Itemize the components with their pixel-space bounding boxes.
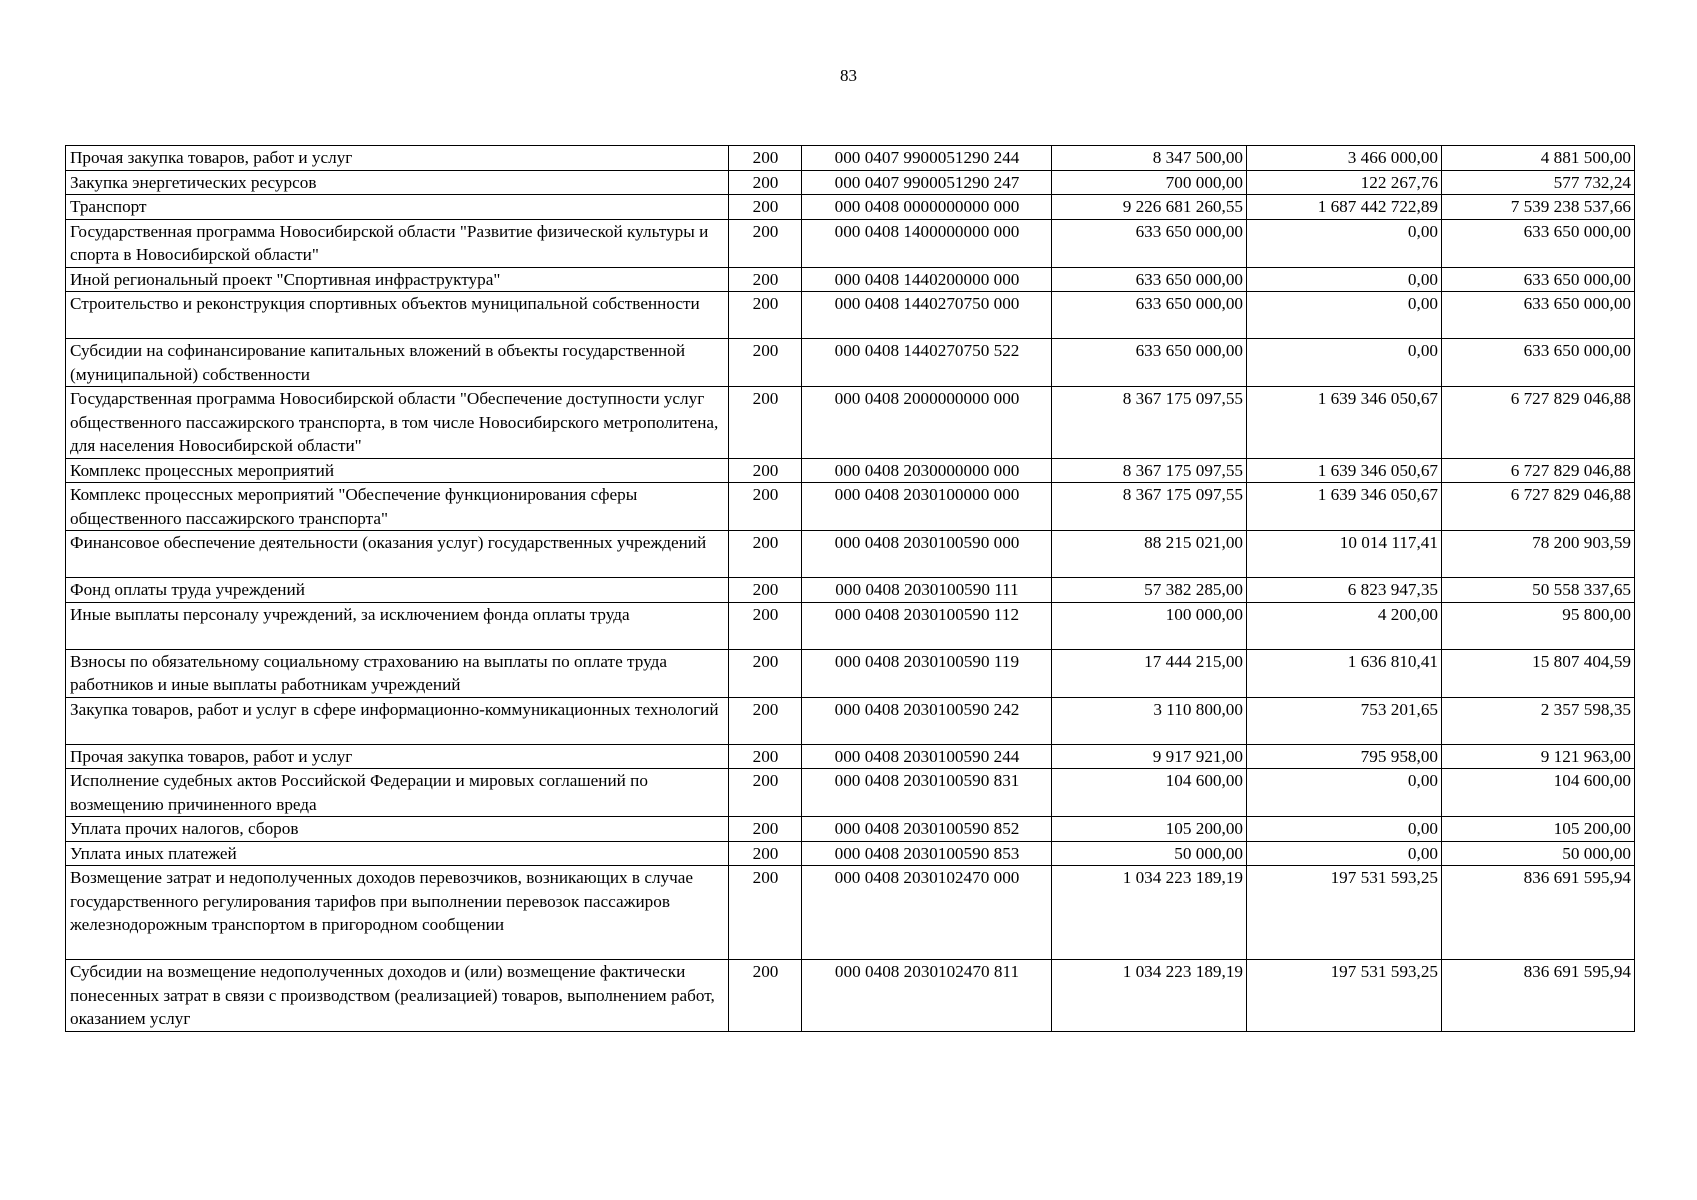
row-name-cell: Финансовое обеспечение деятельности (оказания услуг) государственных учреждений bbox=[66, 531, 729, 578]
row-budget-code-cell: 000 0408 1440270750 522 bbox=[802, 339, 1052, 387]
table-row bbox=[66, 602, 1635, 649]
row-approved-amount-cell: 633 650 000,00 bbox=[1052, 267, 1247, 292]
row-executed-amount-cell: 795 958,00 bbox=[1247, 744, 1442, 769]
row-unexecuted-amount-cell: 633 650 000,00 bbox=[1442, 219, 1635, 267]
row-executed-amount-cell: 0,00 bbox=[1247, 267, 1442, 292]
table-row bbox=[66, 219, 1635, 267]
row-budget-code-cell: 000 0408 2030100590 244 bbox=[802, 744, 1052, 769]
row-admin-code-cell: 200 bbox=[729, 817, 802, 842]
row-budget-code-cell: 000 0408 2030102470 000 bbox=[802, 866, 1052, 960]
row-name-cell: Взносы по обязательному социальному страхованию на выплаты по оплате труда работников и иные выплаты работникам учреждений bbox=[66, 649, 729, 697]
row-executed-amount-cell: 0,00 bbox=[1247, 769, 1442, 817]
row-approved-amount-cell: 700 000,00 bbox=[1052, 170, 1247, 195]
table-row bbox=[66, 458, 1635, 483]
row-budget-code-cell: 000 0408 2030100590 119 bbox=[802, 649, 1052, 697]
table-row bbox=[66, 769, 1635, 817]
row-unexecuted-amount-cell: 104 600,00 bbox=[1442, 769, 1635, 817]
row-unexecuted-amount-cell: 105 200,00 bbox=[1442, 817, 1635, 842]
row-unexecuted-amount-cell: 6 727 829 046,88 bbox=[1442, 458, 1635, 483]
row-budget-code-cell: 000 0408 2030102470 811 bbox=[802, 960, 1052, 1032]
row-budget-code-cell: 000 0408 1440270750 000 bbox=[802, 292, 1052, 339]
row-approved-amount-cell: 8 367 175 097,55 bbox=[1052, 458, 1247, 483]
row-name-cell: Комплекс процессных мероприятий bbox=[66, 458, 729, 483]
row-unexecuted-amount-cell: 836 691 595,94 bbox=[1442, 960, 1635, 1032]
row-approved-amount-cell: 1 034 223 189,19 bbox=[1052, 866, 1247, 960]
table-row bbox=[66, 817, 1635, 842]
row-budget-code-cell: 000 0408 2030100590 831 bbox=[802, 769, 1052, 817]
row-approved-amount-cell: 633 650 000,00 bbox=[1052, 339, 1247, 387]
row-unexecuted-amount-cell: 7 539 238 537,66 bbox=[1442, 195, 1635, 220]
row-unexecuted-amount-cell: 6 727 829 046,88 bbox=[1442, 483, 1635, 531]
table-row bbox=[66, 960, 1635, 1032]
row-name-cell: Уплата иных платежей bbox=[66, 841, 729, 866]
row-unexecuted-amount-cell: 577 732,24 bbox=[1442, 170, 1635, 195]
table-row bbox=[66, 483, 1635, 531]
row-admin-code-cell: 200 bbox=[729, 146, 802, 171]
row-executed-amount-cell: 0,00 bbox=[1247, 817, 1442, 842]
row-name-cell: Возмещение затрат и недополученных доходов перевозчиков, возникающих в случае государственного регулирования тарифов при выполнении перевозок пассажиров железнодорожным транспортом в пригородном сообщении bbox=[66, 866, 729, 960]
row-approved-amount-cell: 100 000,00 bbox=[1052, 602, 1247, 649]
row-name-cell: Государственная программа Новосибирской области "Развитие физической культуры и спорта в Новосибирской области" bbox=[66, 219, 729, 267]
row-executed-amount-cell: 1 639 346 050,67 bbox=[1247, 458, 1442, 483]
row-executed-amount-cell: 10 014 117,41 bbox=[1247, 531, 1442, 578]
row-budget-code-cell: 000 0408 2030100590 000 bbox=[802, 531, 1052, 578]
row-name-cell: Иные выплаты персоналу учреждений, за исключением фонда оплаты труда bbox=[66, 602, 729, 649]
row-approved-amount-cell: 88 215 021,00 bbox=[1052, 531, 1247, 578]
row-admin-code-cell: 200 bbox=[729, 866, 802, 960]
page-number: 83 bbox=[840, 66, 857, 85]
row-admin-code-cell: 200 bbox=[729, 602, 802, 649]
row-approved-amount-cell: 9 226 681 260,55 bbox=[1052, 195, 1247, 220]
row-admin-code-cell: 200 bbox=[729, 387, 802, 459]
row-executed-amount-cell: 1 687 442 722,89 bbox=[1247, 195, 1442, 220]
row-executed-amount-cell: 122 267,76 bbox=[1247, 170, 1442, 195]
row-budget-code-cell: 000 0407 9900051290 247 bbox=[802, 170, 1052, 195]
row-executed-amount-cell: 0,00 bbox=[1247, 339, 1442, 387]
budget-table bbox=[65, 145, 1635, 1032]
table-row bbox=[66, 841, 1635, 866]
row-approved-amount-cell: 8 347 500,00 bbox=[1052, 146, 1247, 171]
row-executed-amount-cell: 3 466 000,00 bbox=[1247, 146, 1442, 171]
row-approved-amount-cell: 633 650 000,00 bbox=[1052, 292, 1247, 339]
row-executed-amount-cell: 1 639 346 050,67 bbox=[1247, 387, 1442, 459]
row-budget-code-cell: 000 0408 2030100590 112 bbox=[802, 602, 1052, 649]
row-admin-code-cell: 200 bbox=[729, 960, 802, 1032]
row-budget-code-cell: 000 0408 2030100590 111 bbox=[802, 578, 1052, 603]
row-executed-amount-cell: 1 636 810,41 bbox=[1247, 649, 1442, 697]
row-approved-amount-cell: 17 444 215,00 bbox=[1052, 649, 1247, 697]
budget-table-body bbox=[66, 146, 1635, 1032]
row-approved-amount-cell: 9 917 921,00 bbox=[1052, 744, 1247, 769]
table-row bbox=[66, 267, 1635, 292]
row-budget-code-cell: 000 0408 1440200000 000 bbox=[802, 267, 1052, 292]
row-admin-code-cell: 200 bbox=[729, 195, 802, 220]
row-executed-amount-cell: 0,00 bbox=[1247, 841, 1442, 866]
row-unexecuted-amount-cell: 836 691 595,94 bbox=[1442, 866, 1635, 960]
row-executed-amount-cell: 4 200,00 bbox=[1247, 602, 1442, 649]
row-admin-code-cell: 200 bbox=[729, 458, 802, 483]
row-admin-code-cell: 200 bbox=[729, 578, 802, 603]
row-unexecuted-amount-cell: 95 800,00 bbox=[1442, 602, 1635, 649]
table-row bbox=[66, 170, 1635, 195]
table-row bbox=[66, 531, 1635, 578]
row-budget-code-cell: 000 0408 0000000000 000 bbox=[802, 195, 1052, 220]
row-unexecuted-amount-cell: 633 650 000,00 bbox=[1442, 339, 1635, 387]
row-approved-amount-cell: 8 367 175 097,55 bbox=[1052, 387, 1247, 459]
row-unexecuted-amount-cell: 50 000,00 bbox=[1442, 841, 1635, 866]
table-row bbox=[66, 146, 1635, 171]
row-name-cell: Транспорт bbox=[66, 195, 729, 220]
row-executed-amount-cell: 197 531 593,25 bbox=[1247, 866, 1442, 960]
row-unexecuted-amount-cell: 15 807 404,59 bbox=[1442, 649, 1635, 697]
row-name-cell: Фонд оплаты труда учреждений bbox=[66, 578, 729, 603]
row-budget-code-cell: 000 0408 2030100590 852 bbox=[802, 817, 1052, 842]
row-unexecuted-amount-cell: 633 650 000,00 bbox=[1442, 267, 1635, 292]
row-budget-code-cell: 000 0408 2000000000 000 bbox=[802, 387, 1052, 459]
row-name-cell: Субсидии на софинансирование капитальных вложений в объекты государственной (муниципальной) собственности bbox=[66, 339, 729, 387]
row-approved-amount-cell: 57 382 285,00 bbox=[1052, 578, 1247, 603]
row-approved-amount-cell: 104 600,00 bbox=[1052, 769, 1247, 817]
row-unexecuted-amount-cell: 4 881 500,00 bbox=[1442, 146, 1635, 171]
row-approved-amount-cell: 50 000,00 bbox=[1052, 841, 1247, 866]
row-executed-amount-cell: 6 823 947,35 bbox=[1247, 578, 1442, 603]
row-name-cell: Строительство и реконструкция спортивных объектов муниципальной собственности bbox=[66, 292, 729, 339]
row-admin-code-cell: 200 bbox=[729, 170, 802, 195]
row-budget-code-cell: 000 0408 2030100000 000 bbox=[802, 483, 1052, 531]
row-name-cell: Уплата прочих налогов, сборов bbox=[66, 817, 729, 842]
row-name-cell: Прочая закупка товаров, работ и услуг bbox=[66, 744, 729, 769]
table-row bbox=[66, 195, 1635, 220]
row-executed-amount-cell: 753 201,65 bbox=[1247, 697, 1442, 744]
row-name-cell: Исполнение судебных актов Российской Федерации и мировых соглашений по возмещению причиненного вреда bbox=[66, 769, 729, 817]
row-executed-amount-cell: 0,00 bbox=[1247, 292, 1442, 339]
row-unexecuted-amount-cell: 2 357 598,35 bbox=[1442, 697, 1635, 744]
row-executed-amount-cell: 197 531 593,25 bbox=[1247, 960, 1442, 1032]
row-admin-code-cell: 200 bbox=[729, 744, 802, 769]
row-admin-code-cell: 200 bbox=[729, 219, 802, 267]
row-unexecuted-amount-cell: 78 200 903,59 bbox=[1442, 531, 1635, 578]
row-admin-code-cell: 200 bbox=[729, 697, 802, 744]
row-approved-amount-cell: 3 110 800,00 bbox=[1052, 697, 1247, 744]
row-name-cell: Комплекс процессных мероприятий "Обеспечение функционирования сферы общественного пассажирского транспорта" bbox=[66, 483, 729, 531]
table-row bbox=[66, 292, 1635, 339]
row-approved-amount-cell: 8 367 175 097,55 bbox=[1052, 483, 1247, 531]
row-admin-code-cell: 200 bbox=[729, 267, 802, 292]
row-unexecuted-amount-cell: 9 121 963,00 bbox=[1442, 744, 1635, 769]
row-admin-code-cell: 200 bbox=[729, 531, 802, 578]
row-admin-code-cell: 200 bbox=[729, 769, 802, 817]
table-row bbox=[66, 339, 1635, 387]
table-row bbox=[66, 578, 1635, 603]
row-admin-code-cell: 200 bbox=[729, 841, 802, 866]
row-approved-amount-cell: 1 034 223 189,19 bbox=[1052, 960, 1247, 1032]
table-row bbox=[66, 387, 1635, 459]
row-budget-code-cell: 000 0408 2030100590 242 bbox=[802, 697, 1052, 744]
row-approved-amount-cell: 633 650 000,00 bbox=[1052, 219, 1247, 267]
row-unexecuted-amount-cell: 633 650 000,00 bbox=[1442, 292, 1635, 339]
row-budget-code-cell: 000 0407 9900051290 244 bbox=[802, 146, 1052, 171]
row-executed-amount-cell: 1 639 346 050,67 bbox=[1247, 483, 1442, 531]
row-name-cell: Иной региональный проект "Спортивная инфраструктура" bbox=[66, 267, 729, 292]
table-row bbox=[66, 697, 1635, 744]
row-approved-amount-cell: 105 200,00 bbox=[1052, 817, 1247, 842]
row-admin-code-cell: 200 bbox=[729, 483, 802, 531]
row-name-cell: Закупка энергетических ресурсов bbox=[66, 170, 729, 195]
row-executed-amount-cell: 0,00 bbox=[1247, 219, 1442, 267]
row-admin-code-cell: 200 bbox=[729, 339, 802, 387]
row-unexecuted-amount-cell: 50 558 337,65 bbox=[1442, 578, 1635, 603]
row-budget-code-cell: 000 0408 1400000000 000 bbox=[802, 219, 1052, 267]
row-admin-code-cell: 200 bbox=[729, 649, 802, 697]
row-budget-code-cell: 000 0408 2030000000 000 bbox=[802, 458, 1052, 483]
table-row bbox=[66, 866, 1635, 960]
row-name-cell: Закупка товаров, работ и услуг в сфере информационно-коммуникационных технологий bbox=[66, 697, 729, 744]
row-name-cell: Прочая закупка товаров, работ и услуг bbox=[66, 146, 729, 171]
row-name-cell: Государственная программа Новосибирской области "Обеспечение доступности услуг общественного пассажирского транспорта, в том числе Новосибирского метрополитена, для населения Новосибирской области" bbox=[66, 387, 729, 459]
table-row bbox=[66, 649, 1635, 697]
row-unexecuted-amount-cell: 6 727 829 046,88 bbox=[1442, 387, 1635, 459]
row-budget-code-cell: 000 0408 2030100590 853 bbox=[802, 841, 1052, 866]
row-name-cell: Субсидии на возмещение недополученных доходов и (или) возмещение фактически понесенных затрат в связи с производством (реализацией) товаров, выполнением работ, оказанием услуг bbox=[66, 960, 729, 1032]
row-admin-code-cell: 200 bbox=[729, 292, 802, 339]
table-row bbox=[66, 744, 1635, 769]
